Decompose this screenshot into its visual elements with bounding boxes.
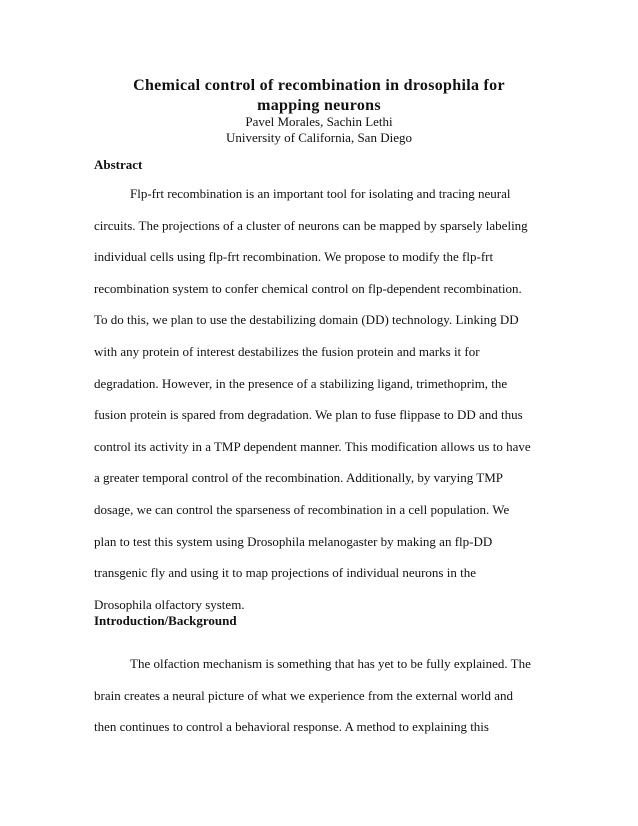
intro-line: brain creates a neural picture of what we experience from the external world and [94,687,514,703]
introduction-heading: Introduction/Background [94,613,237,628]
intro-line: The olfaction mechanism is something that has yet to be fully explained. The [130,656,531,671]
abstract-line: circuits. The projections of a cluster of neurons can be mapped by sparsely labeling [94,217,528,233]
intro-line: then continues to control a behavioral response. A method to explaining this [94,719,489,735]
abstract-line: Flp-frt recombination is an important tool for isolating and tracing neural [130,186,511,201]
abstract-line: transgenic fly and using it to map projections of individual neurons in the [94,565,476,581]
abstract-line: plan to test this system using Drosophila melanogaster by making an flp-DD [94,533,493,549]
title-line-1: Chemical control of recombination in drosophila for [133,77,505,94]
abstract-line: recombination system to confer chemical control on flp-dependent recombination. [94,280,522,296]
abstract-line: dosage, we can control the sparseness of recombination in a cell population. We [94,501,510,517]
title-line-2: mapping neurons [257,97,381,114]
abstract-line: a greater temporal control of the recombination. Additionally, by varying TMP [94,470,504,486]
abstract-line: Drosophila olfactory system. [94,596,245,612]
abstract-line: fusion protein is spared from degradation. We plan to fuse flippase to DD and thus [94,407,523,423]
abstract-line: To do this, we plan to use the destabilizing domain (DD) technology. Linking DD [94,312,519,328]
affiliation: University of California, San Diego [226,130,412,145]
abstract-line: individual cells using flp-frt recombination. We propose to modify the flp-frt [94,249,494,265]
abstract-heading: Abstract [94,157,143,172]
abstract-body [94,178,540,620]
paper-title [94,76,544,116]
author-list: Pavel Morales, Sachin Lethi [245,114,393,129]
abstract-line: with any protein of interest destabilizes the fusion protein and marks it for [94,343,480,359]
abstract-line: control its activity in a TMP dependent manner. This modification allows us to have [94,438,531,454]
introduction-body [94,648,540,743]
abstract-line: degradation. However, in the presence of a stabilizing ligand, trimethoprim, the [94,375,508,391]
